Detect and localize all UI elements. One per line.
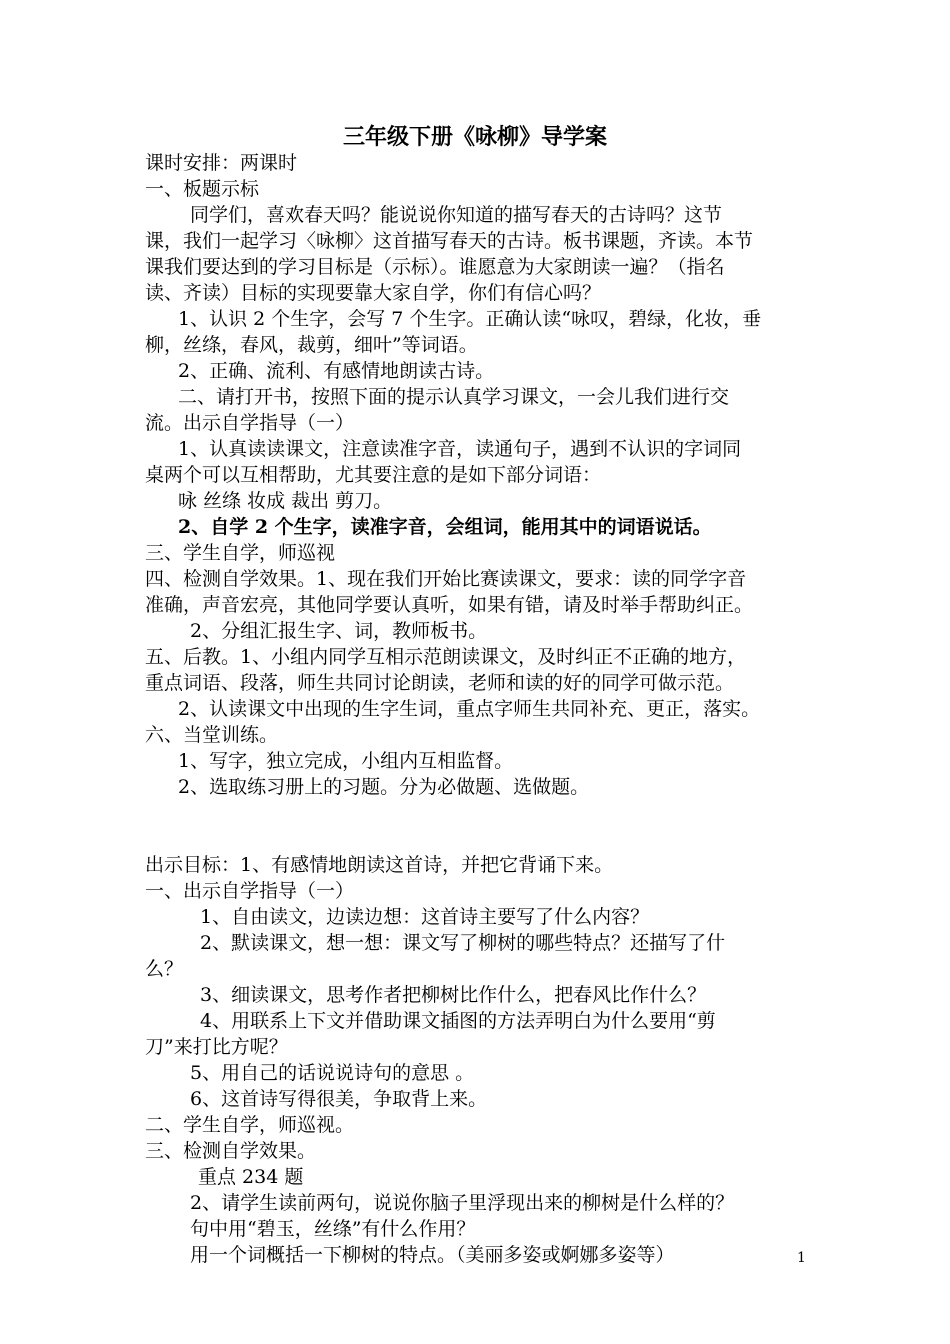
text-line: 1、认识 2 个生字，会写 7 个生字。正确认读“咏叹，碧绿，化妆，垂: [178, 308, 762, 330]
section-heading: 一、板题示标: [145, 178, 260, 200]
text-line: 2、选取练习册上的习题。分为必做题、选做题。: [178, 776, 590, 798]
text-line: 流。出示自学指导（一）: [145, 412, 355, 434]
section-heading: 四、检测自学效果。1、现在我们开始比赛读课文，要求：读的同学字音: [145, 568, 747, 590]
text-line: 2、正确、流利、有感情地朗读古诗。: [178, 360, 495, 382]
text-line: 用一个词概括一下柳树的特点。（美丽多姿或婀娜多姿等）: [190, 1244, 675, 1266]
text-line: 2、分组汇报生字、词，教师板书。: [190, 620, 488, 642]
section-heading: 三、检测自学效果。: [145, 1140, 317, 1162]
text-line: 6、这首诗写得很美，争取背上来。: [190, 1088, 488, 1110]
section-heading: 一、出示自学指导（一）: [145, 880, 355, 902]
text-line: 重点 234 题: [198, 1166, 304, 1188]
text-line: 1、认真读读课文，注意读准字音，读通句子，遇到不认识的字词同: [178, 438, 742, 460]
text-line: 同学们，喜欢春天吗？能说说你知道的描写春天的古诗吗？这节: [190, 204, 723, 226]
text-line: 3、细读课文，思考作者把柳树比作什么，把春风比作什么？: [200, 984, 707, 1006]
text-line: 刀”来打比方呢？: [145, 1036, 288, 1058]
text-line: 么？: [145, 958, 184, 980]
section-heading: 三、学生自学，师巡视: [145, 542, 336, 564]
text-line: 课我们要达到的学习目标是（示标）。谁愿意为大家朗读一遍？（指名: [145, 256, 725, 278]
text-line: 重点词语、段落，师生共同讨论朗读，老师和读的好的同学可做示范。: [145, 672, 735, 694]
document-title: 三年级下册《咏柳》导学案: [342, 124, 607, 150]
text-line: 咏 丝绦 妆成 裁出 剪刀。: [178, 490, 393, 512]
text-line: 柳，丝绦，春风，裁剪，细叶”等词语。: [145, 334, 478, 356]
text-line: 句中用“碧玉，丝绦”有什么作用？: [190, 1218, 476, 1240]
text-line: 2、默读课文，想一想：课文写了柳树的哪些特点？还描写了什: [200, 932, 726, 954]
section-heading: 五、后教。1、小组内同学互相示范朗读课文，及时纠正不正确的地方，: [145, 646, 747, 668]
text-line: 课时安排：两课时: [145, 152, 298, 174]
text-line: 2、认读课文中出现的生字生词，重点字师生共同补充、更正，落实。: [178, 698, 761, 720]
text-line: 准确，声音宏亮，其他同学要认真听，如果有错，请及时举手帮助纠正。: [145, 594, 754, 616]
text-line: 出示目标：1、有感情地朗读这首诗，并把它背诵下来。: [145, 854, 614, 876]
page-number: 1: [797, 1250, 806, 1266]
text-line: 课，我们一起学习〈咏柳〉这首描写春天的古诗。板书课题，齐读。本节: [145, 230, 754, 252]
section-heading: 二、学生自学，师巡视。: [145, 1114, 355, 1136]
text-line: 1、写字，独立完成，小组内互相监督。: [178, 750, 514, 772]
text-line: 1、自由读文，边读边想：这首诗主要写了什么内容？: [200, 906, 650, 928]
section-heading: 六、当堂训练。: [145, 724, 279, 746]
text-line: 4、用联系上下文并借助课文插图的方法弄明白为什么要用“剪: [200, 1010, 716, 1032]
text-line: 5、用自己的话说说诗句的意思 。: [190, 1062, 475, 1084]
section-heading: 二、请打开书，按照下面的提示认真学习课文，一会儿我们进行交: [178, 386, 730, 408]
text-line: 桌两个可以互相帮助，尤其要注意的是如下部分词语：: [145, 464, 602, 486]
text-line: 2、请学生读前两句，说说你脑子里浮现出来的柳树是什么样的？: [190, 1192, 735, 1214]
text-line: 读、齐读）目标的实现要靠大家自学，你们有信心吗？: [145, 282, 602, 304]
text-line-bold: 2、自学 2 个生字，读准字音，会组词，能用其中的词语说话。: [178, 516, 712, 538]
